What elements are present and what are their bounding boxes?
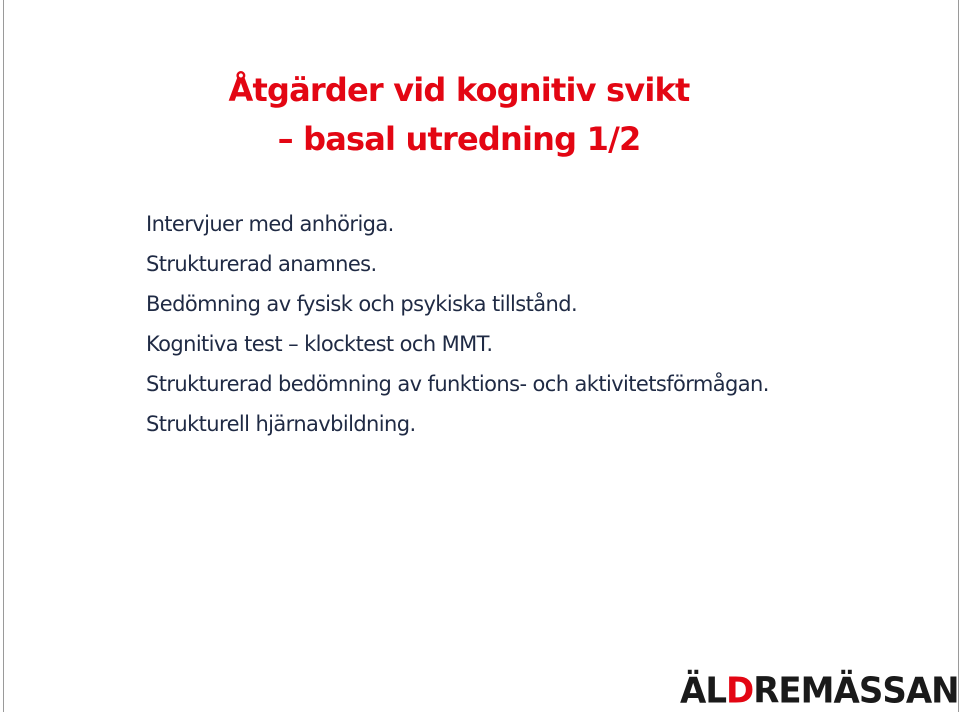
logo-letter: S	[858, 670, 883, 712]
title-line-2: – basal utredning 1/2	[277, 120, 641, 158]
logo-letter: L	[705, 670, 726, 712]
list-item: Strukturerad anamnes.	[146, 252, 377, 276]
list-item: Strukturerad bedömning av funktions- och aktivitetsförmågan.	[146, 372, 769, 396]
logo-letter: D	[726, 670, 754, 712]
list-item: Strukturell hjärnavbildning.	[146, 412, 416, 436]
list-item: Kognitiva test – klocktest och MMT.	[146, 332, 493, 356]
bullet-list	[146, 204, 769, 444]
list-item: Bedömning av fysisk och psykiska tillstånd.	[146, 292, 578, 316]
list-item: Intervjuer med anhöriga.	[146, 212, 394, 236]
logo-letter: A	[905, 670, 932, 712]
logo-letter: R	[753, 670, 779, 712]
aldremassan-logo	[680, 670, 959, 710]
logo-letter: M	[800, 670, 834, 712]
logo-letter: N	[931, 670, 959, 712]
logo-letter: Ä	[833, 670, 859, 712]
logo-letter: S	[882, 670, 906, 712]
slide-title	[0, 66, 918, 164]
title-line-1: Åtgärder vid kognitiv svikt	[228, 71, 690, 109]
logo-letter: E	[778, 670, 801, 712]
logo-letter: Ä	[680, 670, 706, 712]
